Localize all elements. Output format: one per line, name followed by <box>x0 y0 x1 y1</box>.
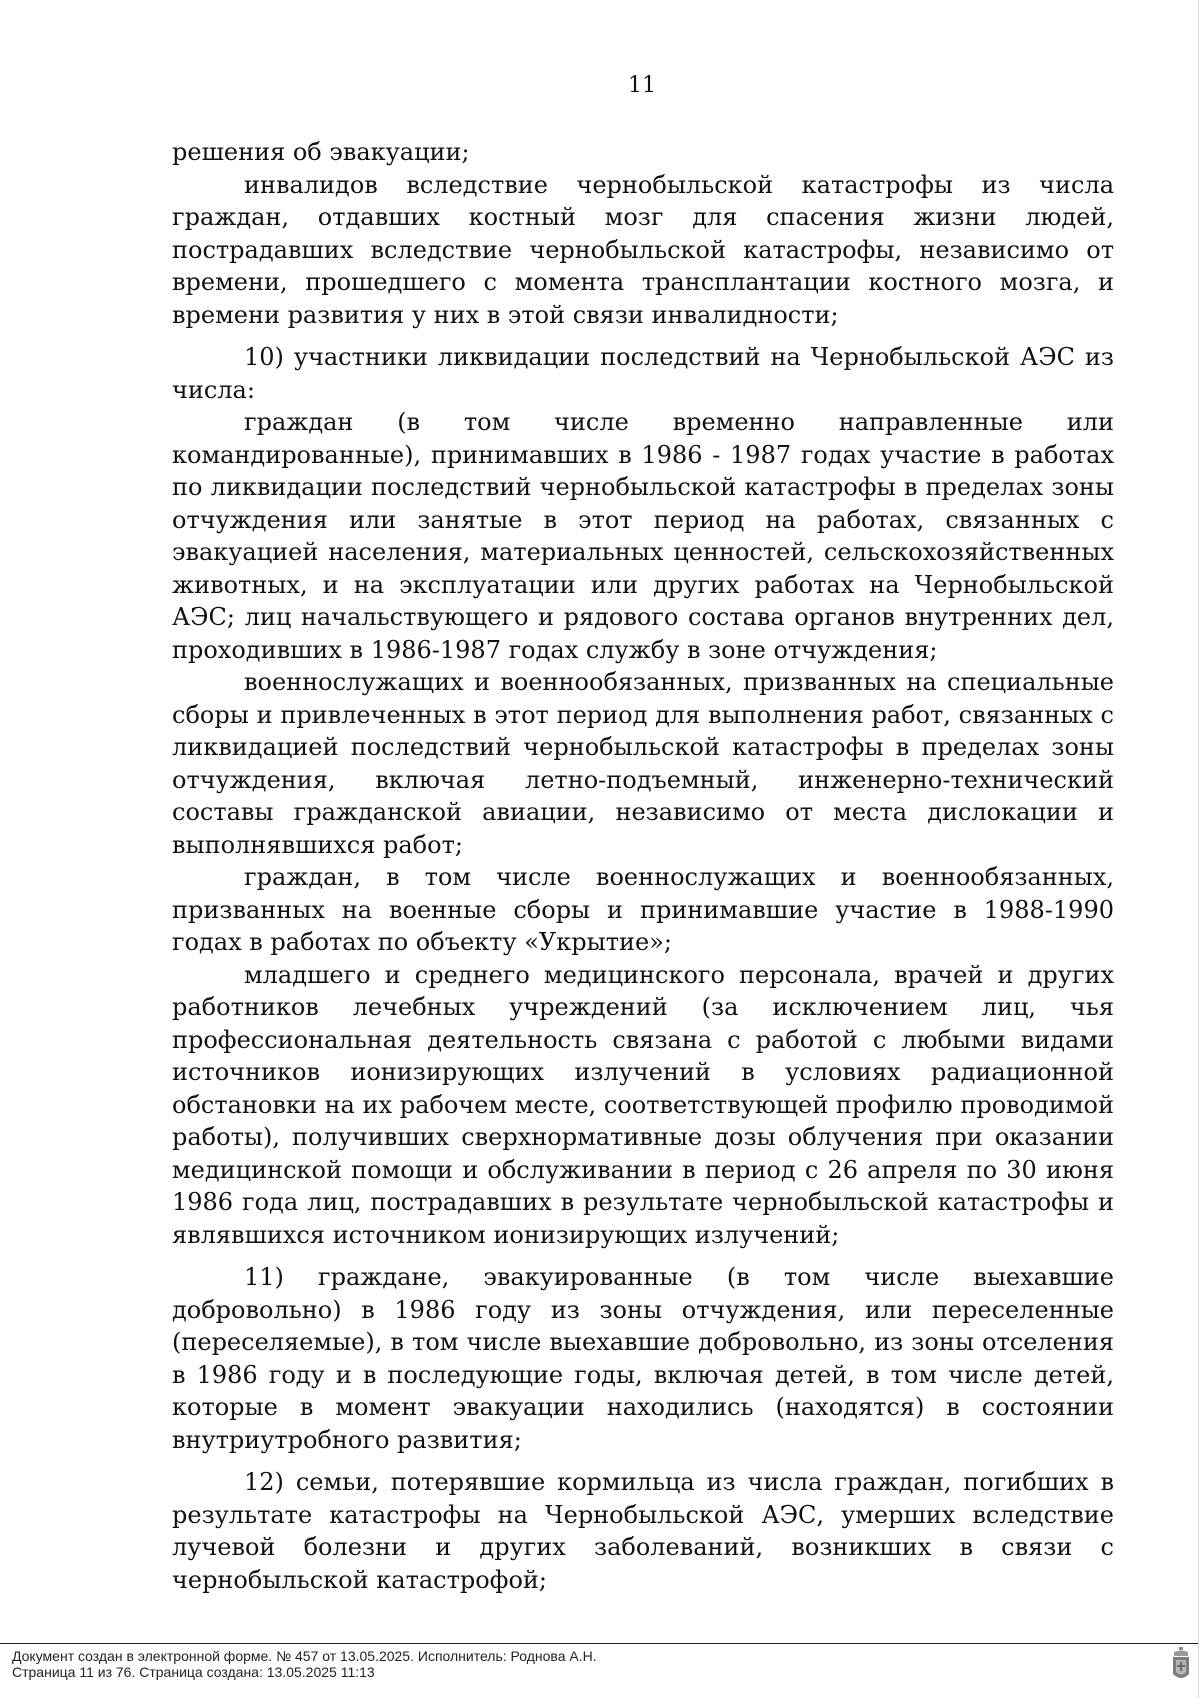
paragraph-continuation: решения об эвакуации; <box>172 138 470 166</box>
page-edge <box>1198 0 1199 1698</box>
coat-of-arms-icon <box>1170 1646 1192 1684</box>
paragraph-item-10: 10) участники ликвидации последствий на Чернобыльской АЭС из числа: <box>172 343 1114 404</box>
page-number: 11 <box>628 73 656 98</box>
paragraph: военнослужащих и военнообязанных, призванных на специальные сборы и привлеченных в этот период для выполнения работ, связанных с ликвидацией последствий чернобыльской катастрофы в пределах зоны отчуждения, включая летно-подъемный, инженерно-технический составы гражданской авиации, независимо от места дислокации и выполнявшихся работ; <box>172 668 1114 859</box>
paragraph-item-12: 12) семьи, потерявшие кормильца из числа граждан, погибших в результате катастрофы на Чернобыльской АЭС, умерших вследствие лучевой болезни и других заболеваний, возникших в связи с чернобыльской катастрофой; <box>172 1468 1114 1594</box>
paragraph: младшего и среднего медицинского персонала, врачей и других работников лечебных учреждений (за исключением лиц, чья профессиональная деятельность связана с работой с любыми видами источников ионизирующих излучений в условиях радиационной обстановки на их рабочем месте, соответствующей профилю проводимой работы), получивших сверхнормативные дозы облучения при оказании медицинской помощи и обслуживании в период с 26 апреля по 30 июня 1986 года лиц, пострадавших в результате чернобыльской катастрофы и являвшихся источником ионизирующих излучений; <box>172 960 1114 1249</box>
paragraph: инвалидов вследствие чернобыльской катастрофы из числа граждан, отдавших костный мозг для спасения жизни людей, пострадавших вследствие чернобыльской катастрофы, независимо от времени, прошедшего с момента трансплантации костного мозга, и времени развития у них в этой связи инвалидности; <box>172 170 1114 329</box>
footer-page-info: Страница 11 из 76. Страница создана: 13.05.2025 11:13 <box>12 1664 375 1680</box>
footer-divider <box>0 1643 1198 1644</box>
document-body <box>172 136 1114 1596</box>
footer <box>12 1648 597 1680</box>
paragraph: граждан, в том числе военнослужащих и военнообязанных, призванных на военные сборы и принимавшие участие в 1988-1990 годах в работах по объекту «Укрытие»; <box>172 863 1114 956</box>
paragraph-item-11: 11) граждане, эвакуированные (в том числе выехавшие добровольно) в 1986 году из зоны отчуждения, или переселенные (переселяемые), в том числе выехавшие добровольно, из зоны отселения в 1986 году и в последующие годы, включая детей, в том числе детей, которые в момент эвакуации находились (находятся) в состоянии внутриутробного развития; <box>172 1263 1114 1454</box>
paragraph: граждан (в том числе временно направленные или командированные), принимавших в 1986 - 1987 годах участие в работах по ликвидации последствий чернобыльской катастрофы в пределах зоны отчуждения или занятые в этот период на работах, связанных с эвакуацией населения, материальных ценностей, сельскохозяйственных животных, и на эксплуатации или других работах на Чернобыльской АЭС; лиц начальствующего и рядового состава органов внутренних дел, проходивших в 1986-1987 годах службу в зоне отчуждения; <box>172 408 1114 664</box>
footer-document-info: Документ создан в электронной форме. № 457 от 13.05.2025. Исполнитель: Роднова А.Н. <box>12 1648 597 1664</box>
